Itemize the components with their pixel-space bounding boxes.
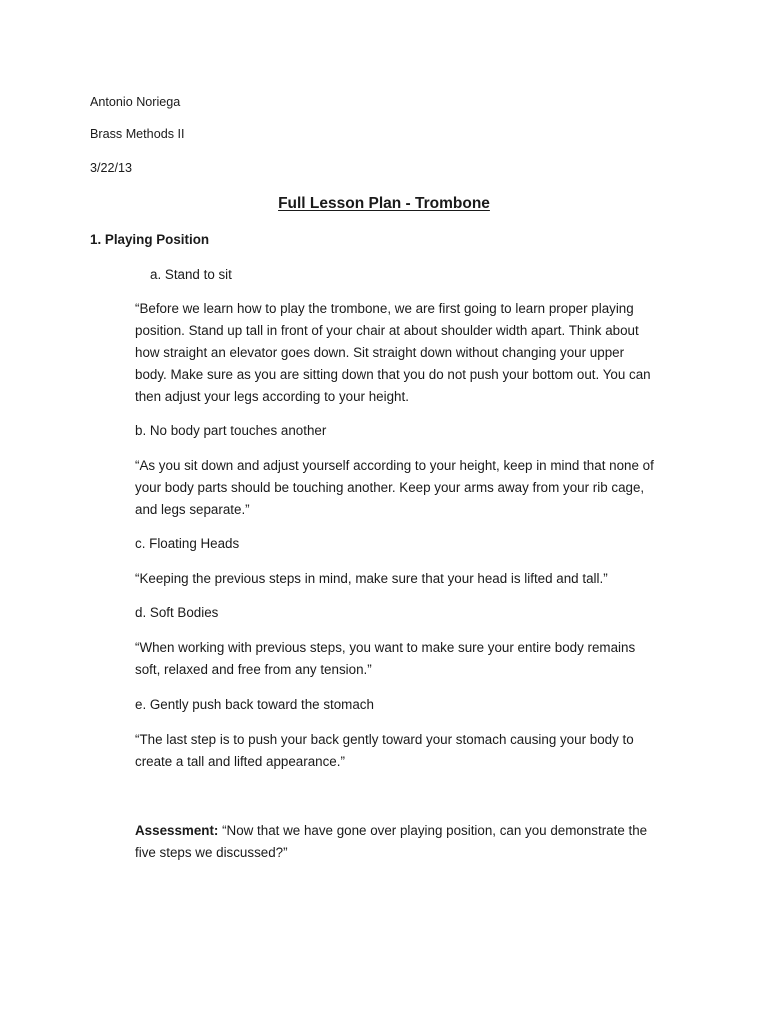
assessment — [135, 820, 695, 864]
item-text-e-line: “The last step is to push your back gently toward your stomach causing your body to — [135, 732, 634, 747]
item-text-b-line: “As you sit down and adjust yourself according to your height, keep in mind that none of — [135, 458, 654, 473]
course-name: Brass Methods II — [90, 127, 185, 141]
item-text-b-line: your body parts should be touching another. Keep your arms away from your rib cage, — [135, 480, 645, 495]
item-text-d — [135, 637, 695, 681]
item-label-c: c. Floating Heads — [135, 536, 240, 551]
section-heading: 1. Playing Position — [90, 232, 210, 247]
item-text-a-line: “Before we learn how to play the trombone, we are first going to learn proper playing — [135, 301, 634, 316]
item-text-a-line: then adjust your legs according to your height. — [135, 389, 409, 404]
item-text-d-line: soft, relaxed and free from any tension.” — [135, 662, 372, 677]
document-title-wrap — [0, 192, 768, 216]
item-text-e-line: create a tall and lifted appearance.” — [135, 754, 345, 769]
item-label-d: d. Soft Bodies — [135, 605, 219, 620]
item-text-b — [135, 455, 695, 521]
item-text-c-line: “Keeping the previous steps in mind, make sure that your head is lifted and tall.” — [135, 571, 608, 586]
item-text-a-line: position. Stand up tall in front of your chair at about shoulder width apart. Think about — [135, 323, 639, 338]
document-date: 3/22/13 — [90, 161, 133, 175]
assessment-label: Assessment: — [135, 823, 219, 838]
item-text-e — [135, 729, 695, 773]
item-text-b-line: and legs separate.” — [135, 502, 250, 517]
assessment-text-2: five steps we discussed?” — [135, 845, 288, 860]
document-title: Full Lesson Plan - Trombone — [278, 195, 490, 212]
item-label-e: e. Gently push back toward the stomach — [135, 697, 374, 712]
item-label-b: b. No body part touches another — [135, 423, 327, 438]
item-label-a: a. Stand to sit — [150, 267, 232, 282]
item-text-a-line: body. Make sure as you are sitting down that you do not push your bottom out. You can — [135, 367, 651, 382]
author-name: Antonio Noriega — [90, 95, 181, 109]
assessment-text-1: “Now that we have gone over playing position, can you demonstrate the — [218, 823, 648, 838]
item-text-c — [135, 568, 695, 590]
item-text-d-line: “When working with previous steps, you want to make sure your entire body remains — [135, 640, 636, 655]
item-text-a-line: how straight an elevator goes down. Sit straight down without changing your upper — [135, 345, 625, 360]
item-text-a — [135, 298, 695, 408]
assessment-line-1 — [135, 820, 695, 842]
